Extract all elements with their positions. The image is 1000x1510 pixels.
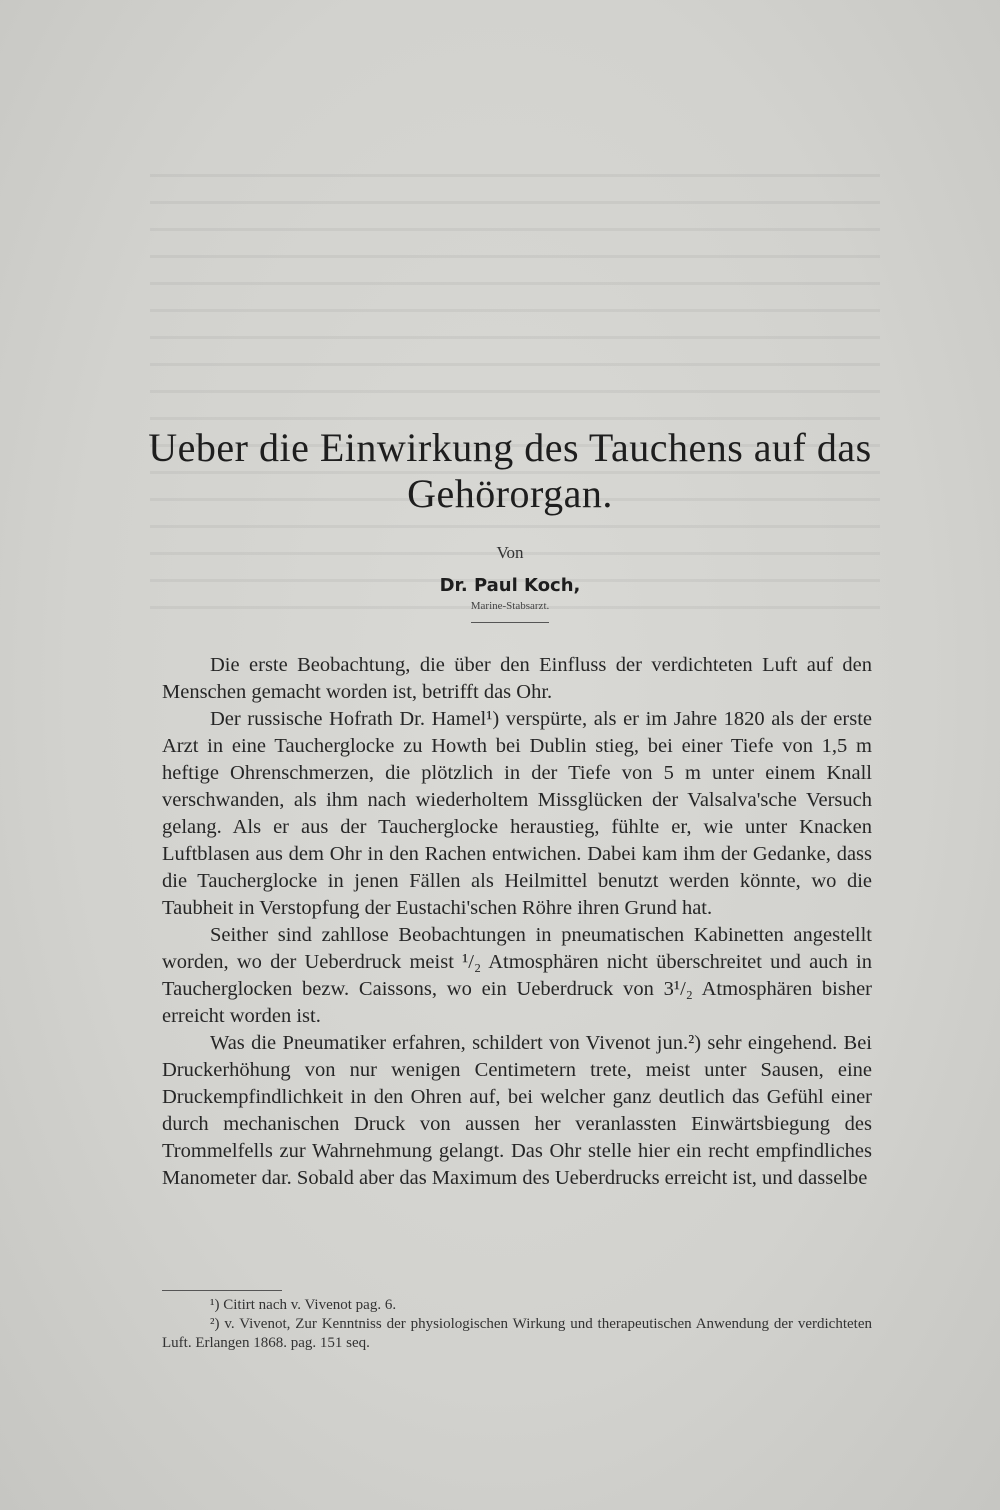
author-rank: Marine-Stabsarzt.: [470, 600, 550, 612]
footnote-divider: [162, 1290, 282, 1291]
article-title: Ueber die Einwirkung des Tauchens auf das Gehörorgan.: [148, 425, 872, 516]
paragraph-4: Was die Pneumatiker erfahren, schildert von Vivenot jun.²) sehr eingehend. Bei Druckerhöhung von nur wenigen Centimetern trete, meist unter Sausen, eine Druckempfindlichkeit in den Ohren auf, bei welcher ganz deutlich das Gefühl einer durch mechanischen Druck von aussen her veranlassten Einwärtsbiegung des Trommelfells zur Wahrnehmung gelangt. Das Ohr stelle hier ein recht empfindliches Manometer dar. Sobald aber das Maximum des Ueberdrucks erreicht ist, und dasselbe: [162, 1032, 872, 1189]
body-text: [162, 652, 872, 1192]
footnotes: [162, 1296, 872, 1353]
paragraph-1: Die erste Beobachtung, die über den Einfluss der verdichteten Luft auf den Menschen gemacht worden ist, betrifft das Ohr.: [162, 654, 872, 703]
byline-von: Von: [496, 543, 524, 562]
title-divider: [471, 622, 549, 623]
paragraph-3: Seither sind zahllose Beobachtungen in pneumatischen Kabinetten angestellt worden, wo der Ueberdruck meist ¹/₂ Atmosphären nicht überschreitet und auch in Taucherglocken bezw. Caissons, wo ein Ueberdruck von 3¹/₂ Atmosphären bisher erreicht worden ist.: [162, 924, 872, 1027]
footnote-2: ²) v. Vivenot, Zur Kenntniss der physiologischen Wirkung und therapeutischen Anwendung der verdichteten Luft. Erlangen 1868. pag. 151 seq.: [162, 1316, 872, 1351]
author-name: Dr. Paul Koch,: [439, 575, 581, 596]
footnote-1: ¹) Citirt nach v. Vivenot pag. 6.: [210, 1297, 397, 1313]
title-block: [130, 425, 890, 623]
paragraph-2: Der russische Hofrath Dr. Hamel¹) verspürte, als er im Jahre 1820 als der erste Arzt in eine Taucherglocke zu Howth bei Dublin stieg, bei einer Tiefe von 1,5 m heftige Ohrenschmerzen, die plötzlich in der Tiefe von 5 m unter einem Knall verschwanden, als ihm nach wiederholtem Missglücken der Valsalva'sche Versuch gelang. Als er aus der Taucherglocke heraustieg, fühlte er, wie unter Knacken Luftblasen aus dem Ohr in den Rachen entwichen. Dabei kam ihm der Gedanke, dass die Taucherglocke in jenen Fällen als Heilmittel benutzt werden könnte, wo die Taubheit in Verstopfung der Eustachi'schen Röhre ihren Grund hat.: [162, 708, 872, 919]
